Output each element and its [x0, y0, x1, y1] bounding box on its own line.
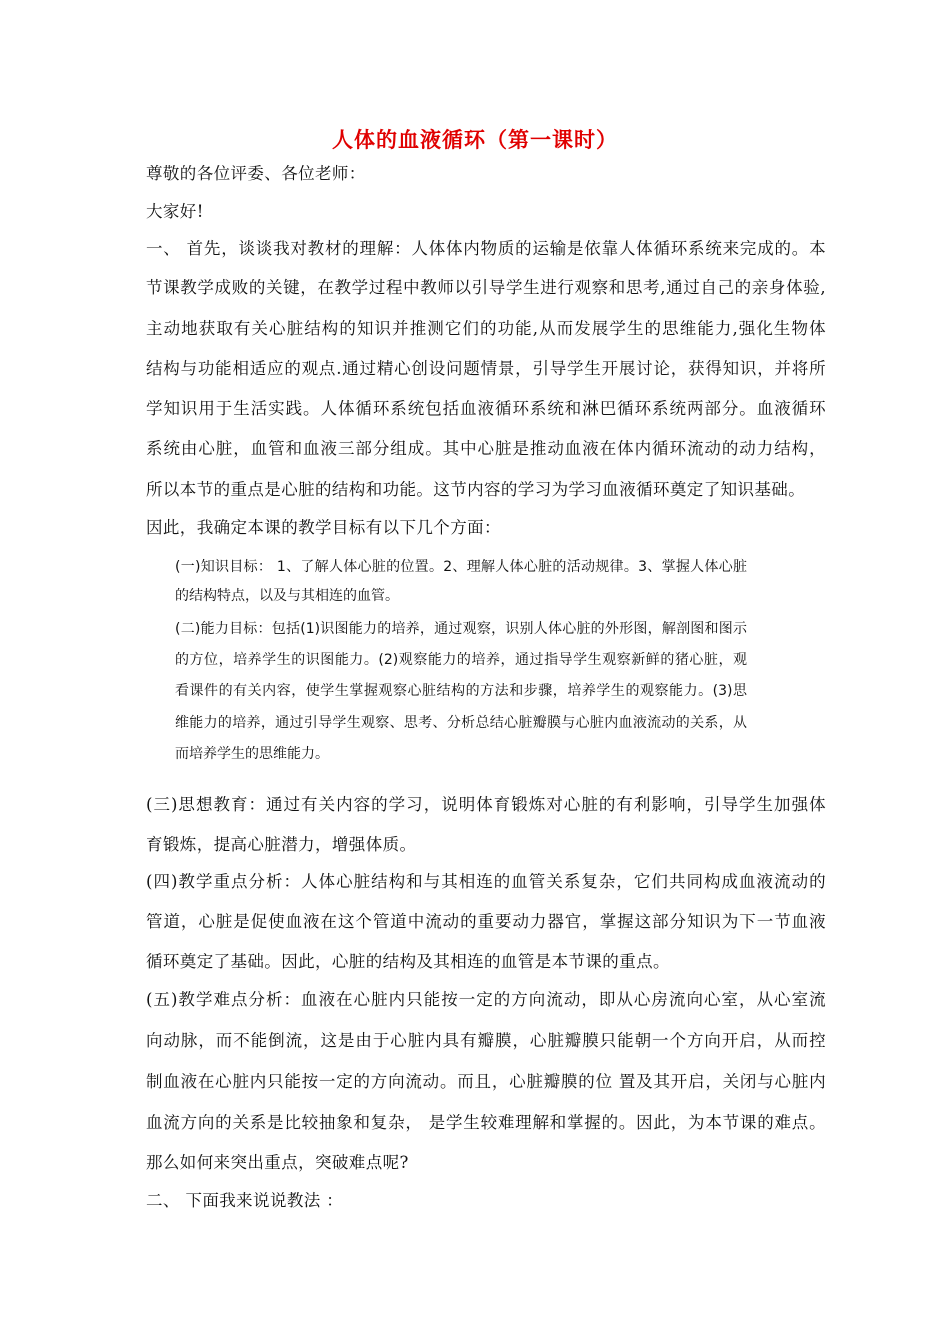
objective-line: 维能力的培养，通过引导学生观察、思考、分析总结心脏瓣膜与心脏内血液流动的关系，从 — [175, 715, 747, 731]
objective-line: 的方位，培养学生的识图能力。(2)观察能力的培养，通过指导学生观察新鲜的猪心脏，观 — [175, 652, 747, 668]
section5-line: 制血液在心脏内只能按一定的方向流动。而且，心脏瓣膜的位 置及其开启，关闭与心脏内 — [146, 1072, 826, 1091]
section3-line: 育锻炼，提高心脏潜力，增强体质。 — [146, 835, 417, 854]
section1-line: 节课教学成败的关键，在教学过程中教师以引导学生进行观察和思考,通过自己的亲身体验, — [146, 278, 826, 297]
section1-line: 因此，我确定本课的教学目标有以下几个方面： — [146, 518, 501, 537]
section5-line: (五)教学难点分析：血液在心脏内只能按一定的方向流动，即从心房流向心室，从心室流 — [146, 990, 826, 1009]
section4-line: 管道，心脏是促使血液在这个管道中流动的重要动力器官，掌握这部分知识为下一节血液 — [146, 912, 826, 931]
section1-line: 系统由心脏，血管和血液三部分组成。其中心脏是推动血液在体内循环流动的动力结构， — [146, 439, 826, 458]
section1-line: 所以本节的重点是心脏的结构和功能。这节内容的学习为学习血液循环奠定了知识基础。 — [146, 480, 806, 499]
section5-line: 那么如何来突出重点，突破难点呢? — [146, 1153, 409, 1172]
section1-line: 结构与功能相适应的观点.通过精心创设问题情景，引导学生开展讨论，获得知识，并将所 — [146, 359, 826, 378]
objective-line: 而培养学生的思维能力。 — [175, 746, 329, 762]
section5-line: 向动脉，而不能倒流，这是由于心脏内具有瓣膜，心脏瓣膜只能朝一个方向开启，从而控 — [146, 1031, 826, 1050]
section1-line: 主动地获取有关心脏结构的知识并推测它们的功能,从而发展学生的思维能力,强化生物体 — [146, 319, 826, 338]
greeting: 大家好! — [146, 202, 204, 221]
objective-line: (一)知识目标： 1、了解人体心脏的位置。2、理解人体心脏的活动规律。3、掌握人体心脏 — [175, 559, 747, 575]
section3-line: (三)思想教育：通过有关内容的学习，说明体育锻炼对心脏的有利影响，引导学生加强体 — [146, 795, 826, 814]
section5-line: 血流方向的关系是比较抽象和复杂， 是学生较难理解和掌握的。因此，为本节课的难点。 — [146, 1113, 826, 1132]
objective-line: 看课件的有关内容，使学生掌握观察心脏结构的方法和步骤，培养学生的观察能力。(3)思 — [175, 683, 747, 699]
salutation: 尊敬的各位评委、各位老师： — [146, 164, 366, 183]
section4-line: 循环奠定了基础。因此，心脏的结构及其相连的血管是本节课的重点。 — [146, 952, 670, 971]
section1-line: 一、 首先，谈谈我对教材的理解：人体体内物质的运输是依靠人体循环系统来完成的。本 — [146, 239, 826, 258]
objective-line: 的结构特点，以及与其相连的血管。 — [175, 588, 399, 604]
section2-heading: 二、 下面我来说说教法 ： — [146, 1191, 344, 1210]
section1-line: 学知识用于生活实践。人体循环系统包括血液循环系统和淋巴循环系统两部分。血液循环 — [146, 399, 826, 418]
section4-line: (四)教学重点分析：人体心脏结构和与其相连的血管关系复杂，它们共同构成血液流动的 — [146, 872, 826, 891]
objective-line: (二)能力目标：包括(1)识图能力的培养，通过观察，识别人体心脏的外形图，解剖图和图示 — [175, 621, 747, 637]
document-title: 人体的血液循环（第一课时） — [332, 127, 618, 152]
